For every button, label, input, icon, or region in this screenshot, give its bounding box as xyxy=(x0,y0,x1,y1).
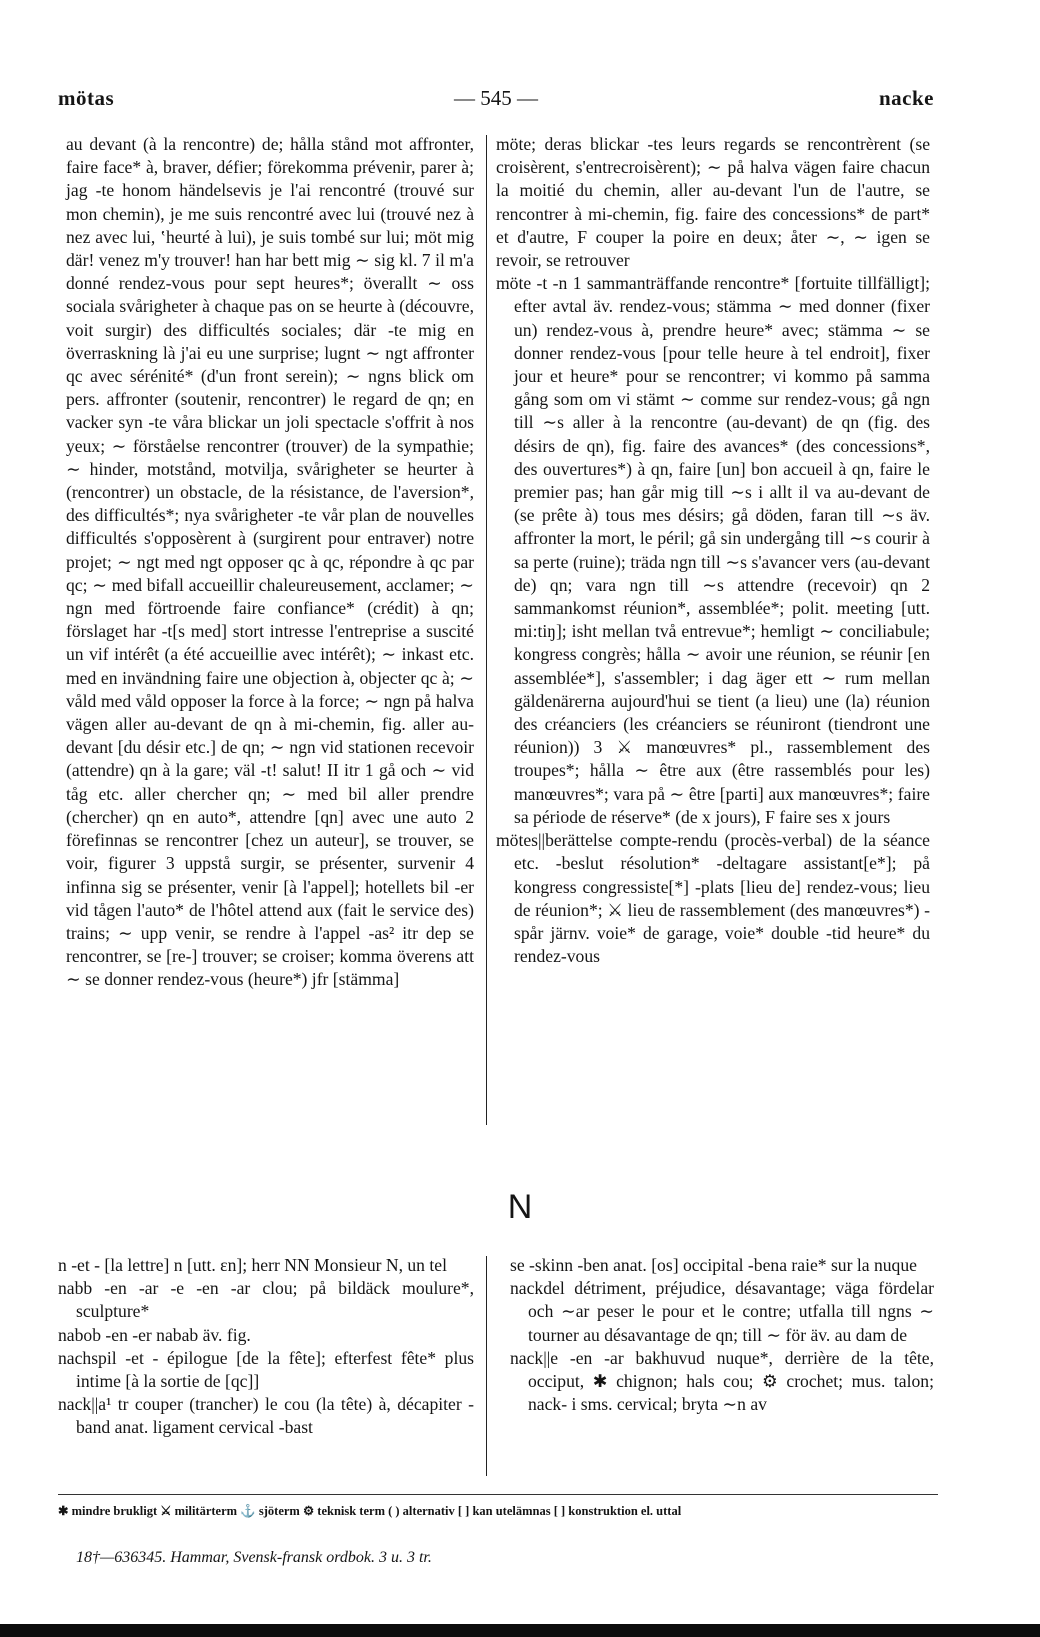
entry-continuation-bottom: se -skinn -ben anat. [os] occipital -bena raie* sur la nuque xyxy=(510,1255,917,1275)
legend-rule xyxy=(58,1494,938,1495)
entry-nabob: nabob -en -er nabab äv. fig. xyxy=(58,1324,251,1345)
entry-continuation-right: möte; deras blickar -tes leurs regards se rencontrèrent (se croisèrent, s'entrecroisèrent); ∼ på halva vägen faire chacun la moitié du chemin, aller au-devant l'un de l'autre, se rencontrer à mi-chemin, fig. faire des concessions* de part* et d'autre, F couper la poire en deux; åter ∼, ∼ igen se revoir, se retrouver xyxy=(496,134,930,271)
guide-word-right: nacke xyxy=(879,86,934,110)
entry-mote: möte -t -n 1 sammanträffande rencontre* [fortuite tillfälligt]; efter avtal äv. rendez-vous; stämma ∼ med donner (fixer un) rendez-vous à, prendre heure* avec; stämma ∼ se donner rendez-vous [pour telle heure à tel endroit], fixer jour et heure* pour se rencontrer; vi kommo på samma gång som om vi stämt ∼ comme sur rendez-vous; gå ngn till ∼s aller à la rencontre (au-devant) de qn (fig. des désirs de qn), fig. faire des avances* (des concessions*, des ouvertures*) à qn, faire [un] bon accueil à qn, faire le premier pas; han går mig till ∼s i allt il va au-devant de (se prête à) tous mes désirs; gå döden, faran till ∼s äv. affronter la mort, le péril; gå sin undergång till ∼s courir à sa perte (ruine); träda ngn till ∼s s'avancer vers (au-devant de) qn; vara ngn till ∼s attendre (recevoir) qn 2 sammankomst réunion*, assemblée*; polit. meeting [utt. mi:tiŋ]; isht mellan två entrevue*; hemligt ∼ conciliabule; kongress congrès; hålla ∼ avoir une réunion, se réunir [en assemblée*], s'assembler; i dag äger ett ∼ rum mellan gäldenärerna aujourd'hui se tient (a lieu) une (la) réunion des créanciers (les créanciers se réuniront (tiendront une réunion)) 3 ⚔ manœuvres* pl., rassemblement des troupes*; hålla ∼ être aux (être rassemblés pour les) manœuvres*; vara på ∼ être [parti] aux manœuvres*; faire sa période de réserve* (de x jours), F faire ses x jours xyxy=(496,273,930,827)
column-divider-top xyxy=(486,135,487,1125)
entry-motes: mötes||berättelse compte-rendu (procès-verbal) de la séance etc. -beslut résolution* -deltagare assistant[e*]; på kongress congressiste[*] -plats [lieu de] rendez-vous; lieu de réunion*; ⚔ lieu de rassemblement (des manœuvres*) -spår järnv. voie* de garage, voie* double -tid heure* du rendez-vous xyxy=(496,830,930,967)
column-divider-bottom xyxy=(486,1256,487,1476)
symbol-legend: ✱ mindre brukligt ⚔ militärterm ⚓ sjöterm ⚙ teknisk term ( ) alternativ [ ] kan utelämnas [ ] konstruktion el. uttal xyxy=(58,1504,682,1518)
entry-nackdel: nackdel détriment, préjudice, désavantage; väga fördelar och ∼ar peser le pour et le contre; utfalla till ngns ∼ tourner au désavantage de qn; till ∼ för äv. au dam de xyxy=(510,1278,934,1345)
entry-nabb: nabb -en -ar -e -en -ar clou; på bildäck moulure*, sculpture* xyxy=(58,1278,474,1322)
page-header xyxy=(58,86,934,116)
top-left-column xyxy=(66,133,474,992)
top-right-column xyxy=(496,133,930,968)
entry-continuation: au devant (à la rencontre) de; hålla stånd mot affronter, faire face* à, braver, défier; förekomma prévenir, parer à; jag -te honom händelsevis je l'ai rencontré (trouvé sur mon chemin), je me suis rencontré avec lui (trouvé nez à nez avec lui, ʽheurté à lui), je suis tombé sur lui; möt mig där! venez m'y trouver! han har bett mig ∼ sig kl. 7 il m'a donné rendez-vous pour sept heures*; överallt ∼ oss sociala svårigheter à chaque pas on se heurte à (découvre, voit surgir) des difficultés sociales; där -te mig en överraskning là j'ai eu une surprise; lugnt ∼ ngt affronter qc avec sérénité* (d'un front serein); ∼ ngns blick om pers. affronter (soutenir, rencontrer) le regard de qn; en vacker syn -te våra blickar un joli spectacle s'offrit à nos yeux; ∼ förståelse rencontrer (trouver) de la sympathie; ∼ hinder, motstånd, motvilja, svårigheter se heurter à (rencontrer) un obstacle, de la résistance, de l'aversion*, des difficultés*; nya svårigheter -te vår plan de nouvelles difficultés s'opposèrent à (surgirent pour entraver) notre projet; ∼ ngt med ngt opposer qc à qc, répondre à qc par qc; ∼ med bifall accueillir chaleureusement, acclamer; ∼ ngn med förtroende faire confiance* (crédit) à qn; förslaget har -t[s med] stort intresse l'entreprise a suscité un vif intérêt (a été accueillie avec intérêt); ∼ inkast etc. med en invändning faire une objection à, objecter qc à; ∼ våld med våld opposer la force à la force; ∼ ngn på halva vägen aller au-devant de qn à mi-chemin, fig. aller au-devant [du désir etc.] de qn; ∼ ngn vid stationen recevoir (attendre) qn à la gare; väl -t! salut! II itr 1 gå och ∼ vid tåg etc. aller chercher qn; ∼ med bil aller prendre (chercher) qn en auto*, attendre [qn] avec une auto 2 förefinnas se rencontrer [chez un auteur], se trouver, se voir, figurer 3 uppstå surgir, se présenter, survenir 4 infinna sig se présenter, venir [à l'appel]; hotellets bil -er vid tågen l'auto* de l'hôtel attend aux (fait le service des) trains; ∼ upp venir, se rendre à l'appel -as² itr dep se rencontrer, se [re-] trouver; se croiser; komma överens att ∼ se donner rendez-vous (heure*) jfr [stämma] xyxy=(66,134,474,990)
section-letter: N xyxy=(507,1188,533,1226)
scan-edge xyxy=(0,1624,1040,1637)
printer-footer: 18†—636345. Hammar, Svensk-fransk ordbok. 3 u. 3 tr. xyxy=(76,1549,432,1566)
entry-nacke: nack||e -en -ar bakhuvud nuque*, derrière de la tête, occiput, ✱ chignon; hals cou; ⚙ crochet; mus. talon; nack- i sms. cervical; bryta ∼n av xyxy=(510,1347,934,1415)
page-number: — 545 — xyxy=(454,86,538,110)
guide-word-left: mötas xyxy=(58,86,115,110)
entry-nacka: nack||a¹ tr couper (trancher) le cou (la tête) à, décapiter -band anat. ligament cervical -bast xyxy=(58,1394,474,1438)
entry-nachspil: nachspil -et - épilogue [de la fête]; efterfest fête* plus intime [à la sortie de [qc]] xyxy=(58,1347,474,1392)
entry-n: n -et - [la lettre] n [utt. ɛn]; herr NN Monsieur N, un tel xyxy=(58,1255,447,1275)
bottom-right-column xyxy=(510,1254,934,1416)
bottom-left-column xyxy=(58,1254,474,1440)
